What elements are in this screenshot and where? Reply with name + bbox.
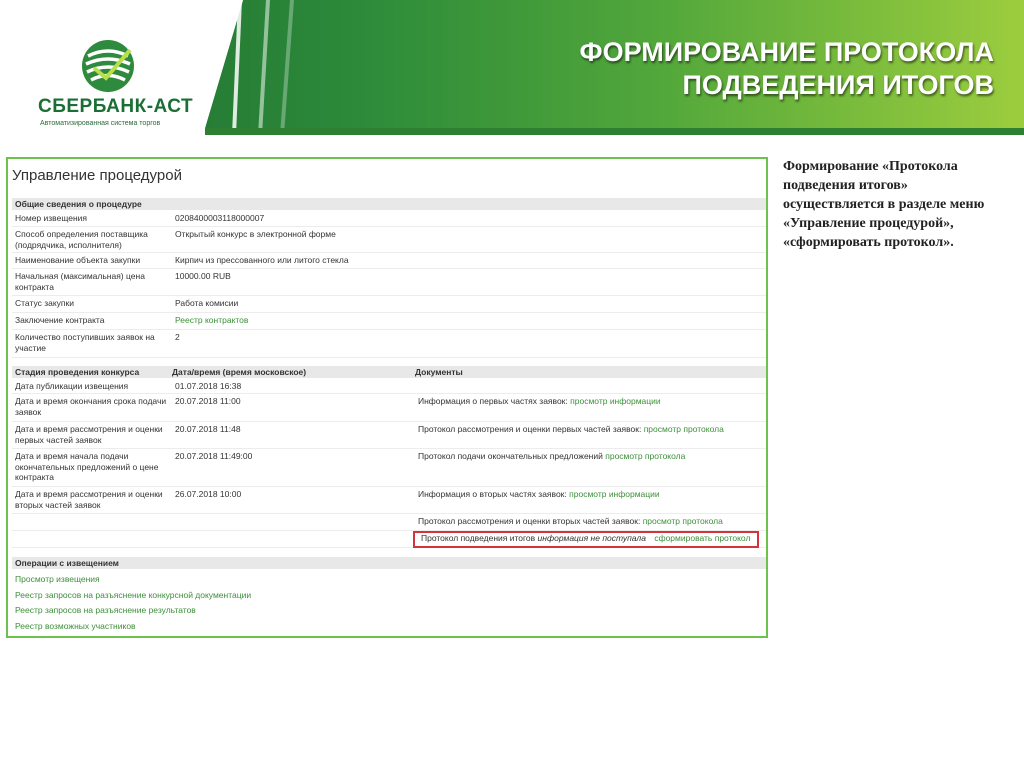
document-text: Протокол рассмотрения и оценки вторых частей заявок:	[418, 516, 641, 526]
document-text: Информация о первых частях заявок:	[418, 396, 568, 406]
view-protocol-link[interactable]: просмотр протокола	[643, 424, 724, 434]
contracts-registry-link[interactable]: Реестр контрактов	[175, 315, 249, 325]
table-row	[12, 449, 766, 487]
slide-title-line1: ФОРМИРОВАНИЕ ПРОТОКОЛА	[579, 37, 994, 67]
stage-name: Дата и время рассмотрения и оценки первых частей заявок	[15, 424, 163, 445]
stage-datetime: 26.07.2018 10:00	[175, 489, 242, 499]
panel-title: Управление процедурой	[12, 167, 182, 184]
sberbank-ast-logo	[36, 38, 194, 130]
row-label: Начальная (максимальная) цена контракта	[15, 271, 145, 292]
documents-header: Документы	[415, 367, 463, 377]
stage-name: Дата и время рассмотрения и оценки вторых частей заявок	[15, 489, 163, 510]
datetime-header: Дата/время (время московское)	[172, 367, 307, 377]
table-row	[12, 253, 766, 269]
highlight-frame	[413, 531, 759, 548]
row-value: 10000.00 RUB	[175, 271, 231, 281]
operations-section-header: Операции с извещением	[12, 557, 766, 569]
row-value: 2	[175, 332, 180, 342]
row-value: Открытый конкурс в электронной форме	[175, 229, 336, 239]
results-clarification-requests-link[interactable]: Реестр запросов на разъяснение результатов	[15, 605, 196, 615]
row-value: 0208400003118000007	[175, 213, 265, 223]
procedure-management-panel	[6, 157, 768, 638]
stage-document	[418, 489, 660, 500]
view-notice-link[interactable]: Просмотр извещения	[15, 574, 100, 584]
possible-participants-link[interactable]: Реестр возможных участников	[15, 621, 136, 631]
general-section-header: Общие сведения о процедуре	[12, 198, 766, 210]
row-label: Способ определения поставщика (подрядчика, исполнителя)	[15, 229, 148, 250]
view-protocol-link[interactable]: просмотр протокола	[605, 451, 686, 461]
logo-name: СБЕРБАНК-АСТ	[38, 96, 194, 117]
description-text: Формирование «Протокола подведения итогов» осуществляется в разделе меню «Управление процедурой», «сформировать протокол».	[783, 159, 985, 250]
document-text: Информация о вторых частях заявок:	[418, 489, 567, 499]
table-row	[12, 211, 766, 227]
table-row	[12, 514, 766, 531]
view-info-link[interactable]: просмотр информации	[569, 489, 660, 499]
stage-datetime: 20.07.2018 11:48	[175, 424, 241, 434]
doc-clarification-requests-link[interactable]: Реестр запросов на разъяснение конкурсной документации	[15, 590, 252, 600]
document-text: Протокол подачи окончательных предложений	[418, 451, 603, 461]
table-row	[12, 227, 766, 253]
row-value: Работа комисии	[175, 298, 239, 308]
row-label: Заключение контракта	[15, 315, 105, 325]
logo-subtitle: Автоматизированная система торгов	[40, 120, 161, 127]
stage-section-header	[12, 366, 766, 378]
sberbank-logo-icon	[80, 38, 136, 94]
stage-name: Дата публикации извещения	[15, 381, 129, 391]
slide-header	[0, 0, 1024, 135]
table-row	[12, 379, 766, 394]
row-label: Наименование объекта закупки	[15, 255, 141, 265]
view-info-link[interactable]: просмотр информации	[570, 396, 661, 406]
document-text: Протокол рассмотрения и оценки первых частей заявок:	[418, 424, 642, 434]
stage-datetime: 20.07.2018 11:00	[175, 396, 241, 406]
table-row	[12, 269, 766, 296]
view-protocol-link[interactable]: просмотр протокола	[642, 516, 723, 526]
row-label: Статус закупки	[15, 298, 74, 308]
table-row	[12, 330, 766, 358]
stage-datetime: 20.07.2018 11:49:00	[175, 451, 253, 461]
stage-header: Стадия проведения конкурса	[15, 367, 140, 377]
stage-name: Дата и время окончания срока подачи заявок	[15, 396, 167, 417]
row-label: Количество поступивших заявок на участие	[15, 332, 155, 353]
slide-title	[554, 36, 994, 102]
decor-underline	[205, 128, 1024, 135]
stage-document	[418, 396, 661, 407]
table-row	[12, 422, 766, 449]
table-row	[12, 487, 766, 514]
row-label: Номер извещения	[15, 213, 87, 223]
table-row	[12, 313, 766, 330]
slide-title-line2: ПОДВЕДЕНИЯ ИТОГОВ	[682, 70, 994, 100]
final-protocol-status: информация не поступала	[537, 533, 646, 543]
stage-name: Дата и время начала подачи окончательных предложений о цене контракта	[15, 451, 159, 482]
stage-document	[418, 516, 723, 527]
stage-document	[418, 424, 724, 435]
stage-datetime: 01.07.2018 16:38	[175, 381, 242, 391]
final-protocol-text: Протокол подведения итогов	[421, 533, 536, 543]
row-value: Кирпич из прессованного или литого стекла	[175, 255, 349, 265]
table-row	[12, 296, 766, 313]
stage-document	[418, 451, 685, 462]
generate-protocol-link[interactable]: сформировать протокол	[654, 533, 751, 543]
table-row	[12, 394, 766, 422]
